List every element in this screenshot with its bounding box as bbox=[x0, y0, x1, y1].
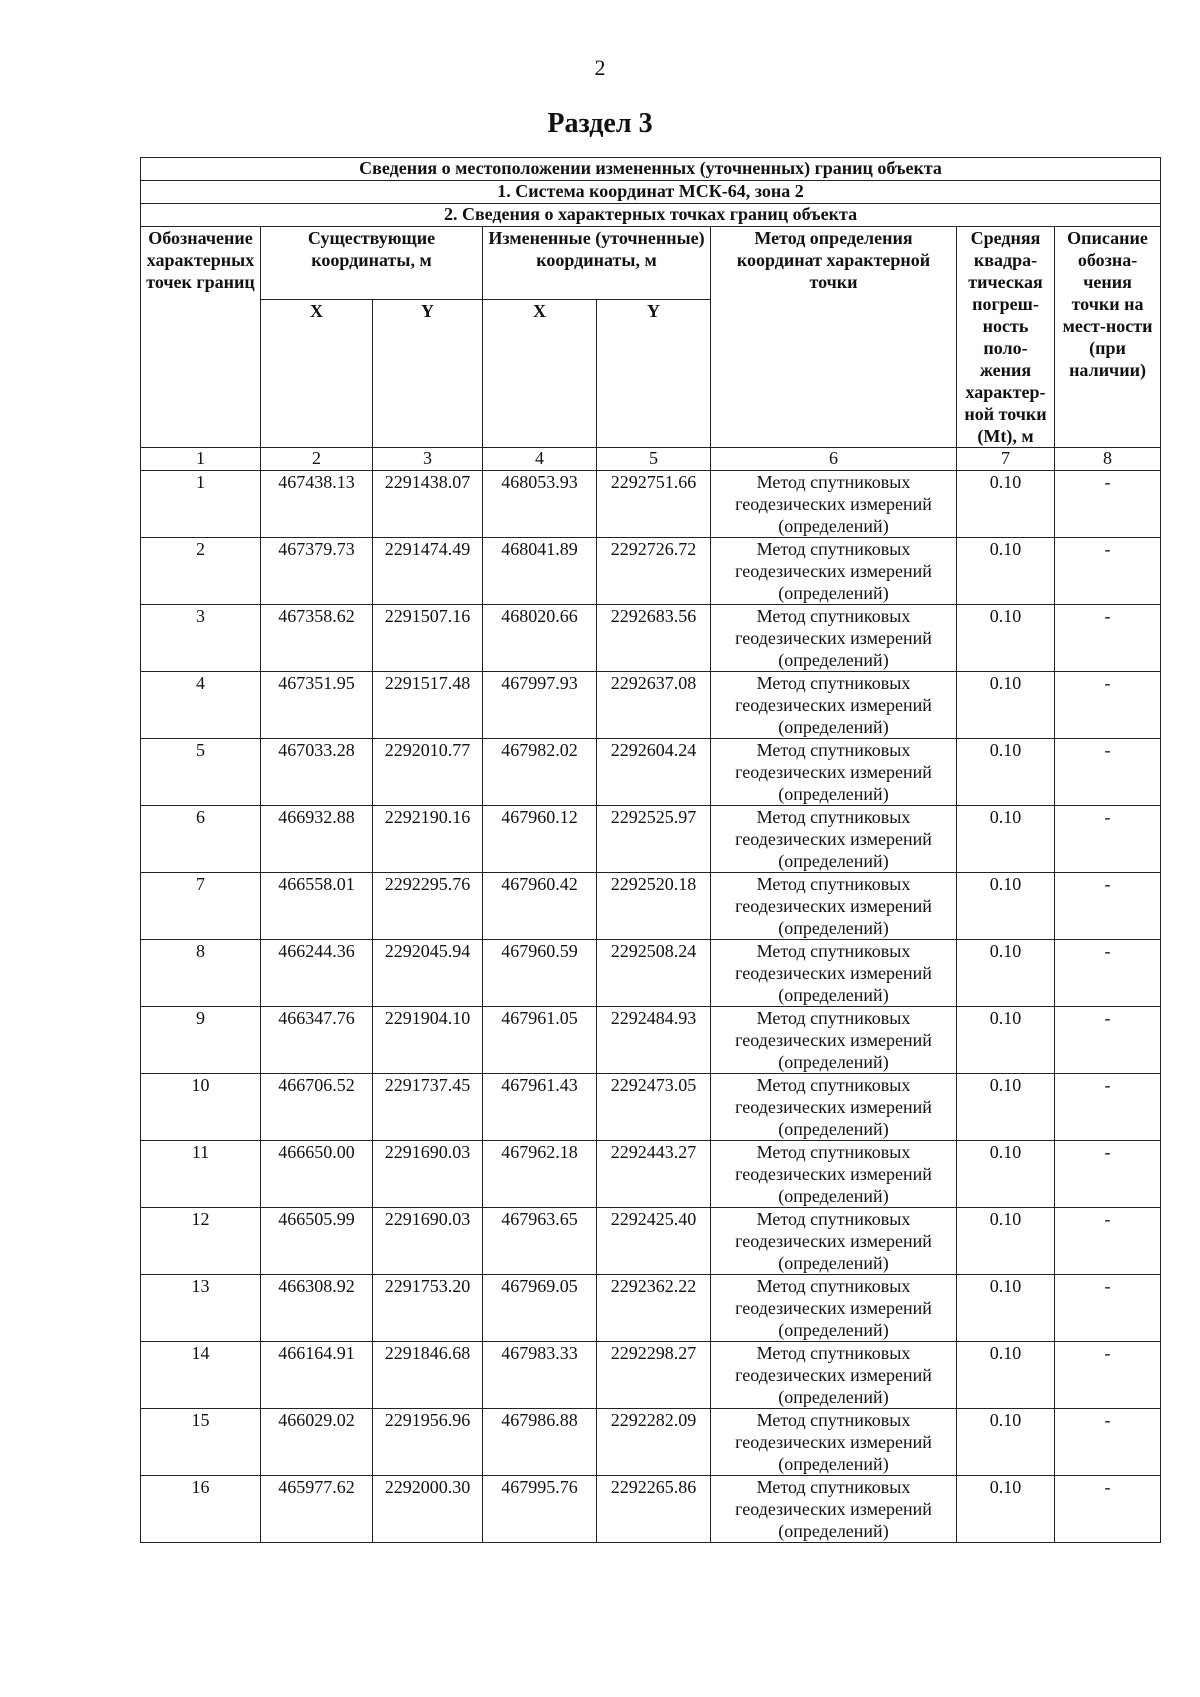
method: Метод спутниковых геодезических измерений (определений) bbox=[711, 1208, 957, 1275]
existing-x: 466706.52 bbox=[261, 1074, 373, 1141]
changed-y: 2292473.05 bbox=[597, 1074, 711, 1141]
changed-y: 2292726.72 bbox=[597, 538, 711, 605]
subsection-title: 2. Сведения о характерных точках границ объекта bbox=[141, 204, 1161, 227]
existing-y: 2291904.10 bbox=[373, 1007, 483, 1074]
existing-y: 2292190.16 bbox=[373, 806, 483, 873]
description: - bbox=[1055, 1275, 1161, 1342]
page-number: 2 bbox=[594, 55, 606, 80]
table-row bbox=[141, 940, 1161, 1007]
description: - bbox=[1055, 1141, 1161, 1208]
header-existing-coords: Существующие координаты, м bbox=[261, 227, 483, 300]
error-value: 0.10 bbox=[957, 940, 1055, 1007]
table-row bbox=[141, 739, 1161, 806]
description: - bbox=[1055, 1409, 1161, 1476]
point-id: 2 bbox=[141, 538, 261, 605]
point-id: 13 bbox=[141, 1275, 261, 1342]
description: - bbox=[1055, 1208, 1161, 1275]
changed-y: 2292508.24 bbox=[597, 940, 711, 1007]
description: - bbox=[1055, 1007, 1161, 1074]
changed-y: 2292443.27 bbox=[597, 1141, 711, 1208]
method: Метод спутниковых геодезических измерений (определений) bbox=[711, 1476, 957, 1543]
point-id: 16 bbox=[141, 1476, 261, 1543]
existing-y: 2291507.16 bbox=[373, 605, 483, 672]
existing-y: 2292295.76 bbox=[373, 873, 483, 940]
point-id: 7 bbox=[141, 873, 261, 940]
point-id: 1 bbox=[141, 471, 261, 538]
point-id: 10 bbox=[141, 1074, 261, 1141]
changed-y: 2292484.93 bbox=[597, 1007, 711, 1074]
existing-y: 2291956.96 bbox=[373, 1409, 483, 1476]
point-id: 15 bbox=[141, 1409, 261, 1476]
table-caption: Сведения о местоположении измененных (уточненных) границ объекта bbox=[141, 158, 1161, 181]
error-value: 0.10 bbox=[957, 1342, 1055, 1409]
table-row bbox=[141, 1342, 1161, 1409]
header-description: Описание обозна-чения точки на мест-ности (при наличии) bbox=[1055, 227, 1161, 448]
table-row bbox=[141, 1007, 1161, 1074]
existing-x: 467033.28 bbox=[261, 739, 373, 806]
column-number-row bbox=[141, 448, 1161, 471]
changed-x: 468053.93 bbox=[483, 471, 597, 538]
table-body bbox=[141, 471, 1161, 1543]
point-id: 12 bbox=[141, 1208, 261, 1275]
method: Метод спутниковых геодезических измерений (определений) bbox=[711, 1342, 957, 1409]
column-number: 7 bbox=[957, 448, 1055, 471]
changed-x: 467963.65 bbox=[483, 1208, 597, 1275]
method: Метод спутниковых геодезических измерений (определений) bbox=[711, 1141, 957, 1208]
error-value: 0.10 bbox=[957, 739, 1055, 806]
header-existing-x: X bbox=[261, 300, 373, 448]
method: Метод спутниковых геодезических измерений (определений) bbox=[711, 538, 957, 605]
changed-x: 467961.43 bbox=[483, 1074, 597, 1141]
table-row bbox=[141, 1409, 1161, 1476]
existing-x: 465977.62 bbox=[261, 1476, 373, 1543]
changed-y: 2292751.66 bbox=[597, 471, 711, 538]
description: - bbox=[1055, 940, 1161, 1007]
existing-y: 2291474.49 bbox=[373, 538, 483, 605]
existing-x: 466932.88 bbox=[261, 806, 373, 873]
section-title: Раздел 3 bbox=[547, 108, 653, 139]
error-value: 0.10 bbox=[957, 672, 1055, 739]
changed-x: 467983.33 bbox=[483, 1342, 597, 1409]
existing-y: 2291690.03 bbox=[373, 1208, 483, 1275]
changed-y: 2292683.56 bbox=[597, 605, 711, 672]
changed-x: 467962.18 bbox=[483, 1141, 597, 1208]
existing-y: 2291846.68 bbox=[373, 1342, 483, 1409]
method: Метод спутниковых геодезических измерений (определений) bbox=[711, 1409, 957, 1476]
changed-y: 2292362.22 bbox=[597, 1275, 711, 1342]
changed-y: 2292265.86 bbox=[597, 1476, 711, 1543]
existing-x: 466308.92 bbox=[261, 1275, 373, 1342]
description: - bbox=[1055, 605, 1161, 672]
existing-x: 467351.95 bbox=[261, 672, 373, 739]
existing-x: 467438.13 bbox=[261, 471, 373, 538]
table-row bbox=[141, 1208, 1161, 1275]
changed-x: 467960.12 bbox=[483, 806, 597, 873]
description: - bbox=[1055, 739, 1161, 806]
changed-y: 2292298.27 bbox=[597, 1342, 711, 1409]
description: - bbox=[1055, 1476, 1161, 1543]
changed-x: 467995.76 bbox=[483, 1476, 597, 1543]
changed-y: 2292637.08 bbox=[597, 672, 711, 739]
header-changed-coords: Измененные (уточненные) координаты, м bbox=[483, 227, 711, 300]
error-value: 0.10 bbox=[957, 605, 1055, 672]
description: - bbox=[1055, 538, 1161, 605]
table-row bbox=[141, 1141, 1161, 1208]
existing-y: 2292010.77 bbox=[373, 739, 483, 806]
existing-x: 466505.99 bbox=[261, 1208, 373, 1275]
header-changed-x: X bbox=[483, 300, 597, 448]
table-row bbox=[141, 538, 1161, 605]
error-value: 0.10 bbox=[957, 1275, 1055, 1342]
error-value: 0.10 bbox=[957, 806, 1055, 873]
table-row bbox=[141, 1476, 1161, 1543]
changed-y: 2292525.97 bbox=[597, 806, 711, 873]
header-changed-y: Y bbox=[597, 300, 711, 448]
existing-y: 2291753.20 bbox=[373, 1275, 483, 1342]
error-value: 0.10 bbox=[957, 873, 1055, 940]
existing-y: 2291690.03 bbox=[373, 1141, 483, 1208]
description: - bbox=[1055, 1342, 1161, 1409]
changed-x: 467960.42 bbox=[483, 873, 597, 940]
error-value: 0.10 bbox=[957, 1476, 1055, 1543]
table-row bbox=[141, 605, 1161, 672]
header-point: Обозначение характерных точек границ bbox=[141, 227, 261, 448]
changed-x: 467960.59 bbox=[483, 940, 597, 1007]
changed-y: 2292520.18 bbox=[597, 873, 711, 940]
existing-y: 2291737.45 bbox=[373, 1074, 483, 1141]
error-value: 0.10 bbox=[957, 1074, 1055, 1141]
description: - bbox=[1055, 873, 1161, 940]
existing-y: 2291517.48 bbox=[373, 672, 483, 739]
changed-x: 467986.88 bbox=[483, 1409, 597, 1476]
existing-y: 2292045.94 bbox=[373, 940, 483, 1007]
existing-x: 466244.36 bbox=[261, 940, 373, 1007]
method: Метод спутниковых геодезических измерений (определений) bbox=[711, 873, 957, 940]
changed-x: 468041.89 bbox=[483, 538, 597, 605]
method: Метод спутниковых геодезических измерений (определений) bbox=[711, 471, 957, 538]
column-number: 3 bbox=[373, 448, 483, 471]
method: Метод спутниковых геодезических измерений (определений) bbox=[711, 1074, 957, 1141]
column-number: 2 bbox=[261, 448, 373, 471]
existing-x: 466650.00 bbox=[261, 1141, 373, 1208]
changed-y: 2292425.40 bbox=[597, 1208, 711, 1275]
point-id: 3 bbox=[141, 605, 261, 672]
existing-y: 2292000.30 bbox=[373, 1476, 483, 1543]
description: - bbox=[1055, 672, 1161, 739]
table-row bbox=[141, 873, 1161, 940]
point-id: 14 bbox=[141, 1342, 261, 1409]
header-existing-y: Y bbox=[373, 300, 483, 448]
method: Метод спутниковых геодезических измерений (определений) bbox=[711, 1275, 957, 1342]
point-id: 6 bbox=[141, 806, 261, 873]
table-row bbox=[141, 471, 1161, 538]
table-row bbox=[141, 672, 1161, 739]
column-number: 5 bbox=[597, 448, 711, 471]
method: Метод спутниковых геодезических измерений (определений) bbox=[711, 806, 957, 873]
method: Метод спутниковых геодезических измерений (определений) bbox=[711, 1007, 957, 1074]
method: Метод спутниковых геодезических измерений (определений) bbox=[711, 672, 957, 739]
column-number: 6 bbox=[711, 448, 957, 471]
point-id: 9 bbox=[141, 1007, 261, 1074]
method: Метод спутниковых геодезических измерений (определений) bbox=[711, 605, 957, 672]
error-value: 0.10 bbox=[957, 471, 1055, 538]
error-value: 0.10 bbox=[957, 1409, 1055, 1476]
table-row bbox=[141, 1275, 1161, 1342]
description: - bbox=[1055, 471, 1161, 538]
table-row bbox=[141, 1074, 1161, 1141]
changed-y: 2292282.09 bbox=[597, 1409, 711, 1476]
method: Метод спутниковых геодезических измерений (определений) bbox=[711, 940, 957, 1007]
method: Метод спутниковых геодезических измерений (определений) bbox=[711, 739, 957, 806]
existing-x: 466029.02 bbox=[261, 1409, 373, 1476]
changed-x: 468020.66 bbox=[483, 605, 597, 672]
changed-x: 467997.93 bbox=[483, 672, 597, 739]
description: - bbox=[1055, 806, 1161, 873]
point-id: 8 bbox=[141, 940, 261, 1007]
point-id: 11 bbox=[141, 1141, 261, 1208]
changed-x: 467969.05 bbox=[483, 1275, 597, 1342]
boundary-points-table bbox=[140, 157, 1161, 1543]
description: - bbox=[1055, 1074, 1161, 1141]
column-number: 1 bbox=[141, 448, 261, 471]
error-value: 0.10 bbox=[957, 538, 1055, 605]
header-error: Средняя квадра-тическая погреш-ность поло-жения характер-ной точки (Mt), м bbox=[957, 227, 1055, 448]
column-number: 8 bbox=[1055, 448, 1161, 471]
existing-x: 467358.62 bbox=[261, 605, 373, 672]
table-row bbox=[141, 806, 1161, 873]
existing-x: 466347.76 bbox=[261, 1007, 373, 1074]
changed-y: 2292604.24 bbox=[597, 739, 711, 806]
point-id: 5 bbox=[141, 739, 261, 806]
header-method: Метод определения координат характерной точки bbox=[711, 227, 957, 448]
existing-x: 466558.01 bbox=[261, 873, 373, 940]
changed-x: 467982.02 bbox=[483, 739, 597, 806]
column-number: 4 bbox=[483, 448, 597, 471]
existing-x: 467379.73 bbox=[261, 538, 373, 605]
error-value: 0.10 bbox=[957, 1007, 1055, 1074]
error-value: 0.10 bbox=[957, 1208, 1055, 1275]
existing-y: 2291438.07 bbox=[373, 471, 483, 538]
error-value: 0.10 bbox=[957, 1141, 1055, 1208]
existing-x: 466164.91 bbox=[261, 1342, 373, 1409]
changed-x: 467961.05 bbox=[483, 1007, 597, 1074]
point-id: 4 bbox=[141, 672, 261, 739]
coordinate-system: 1. Система координат МСК-64, зона 2 bbox=[141, 181, 1161, 204]
